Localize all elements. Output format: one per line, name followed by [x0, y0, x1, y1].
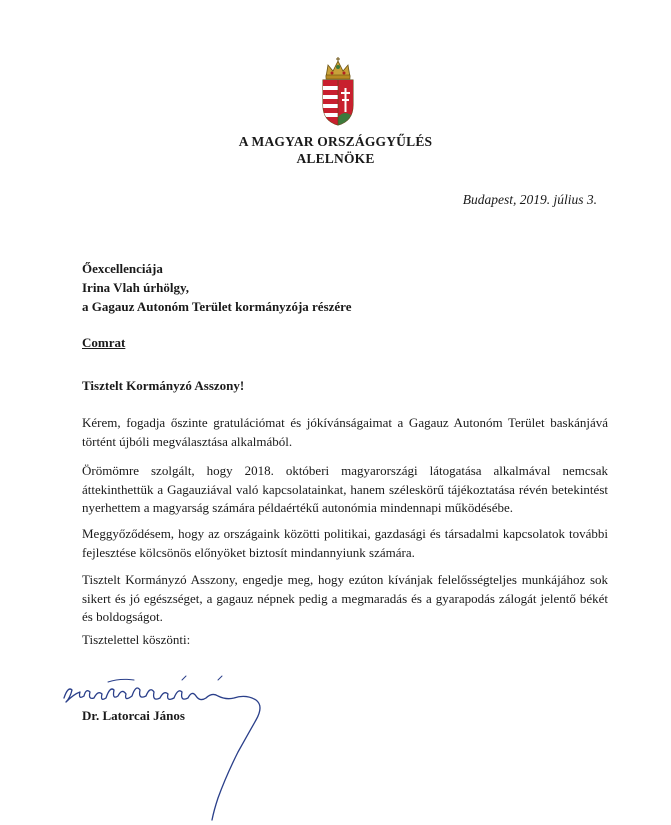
body-paragraph-3: Meggyőződésem, hogy az országaink közötti politikai, gazdasági és társadalmi kapcsolatok további fejlesztése kölcsönös előnyöket biztosít mindannyiunk számára.: [82, 526, 608, 560]
organization-title: ALELNÖKE: [296, 151, 375, 166]
body-paragraph-1: Kérem, fogadja őszinte gratulációmat és jókívánságaimat a Gagauz Autonóm Terület baskánjává történt újbóli megválasztása alkalmából.: [82, 415, 608, 449]
hungarian-coat-of-arms-icon: [318, 55, 358, 127]
signer-name: Dr. Latorcai János: [82, 708, 185, 723]
body-paragraph-2: Örömömre szolgált, hogy 2018. októberi magyarországi látogatása alkalmával nemcsak áttekinthettük a Gagauziával való kapcsolatainkat, hanem széleskörű tájékoztatása révén betekintést nyerhettem a magyarság számára példaértékű autonómia mindennapi működésébe.: [82, 463, 608, 515]
organization-name: A MAGYAR ORSZÁGGYŰLÉS: [238, 134, 433, 149]
salutation: Tisztelt Kormányzó Asszony!: [82, 378, 245, 393]
letter-date: Budapest, 2019. július 3.: [462, 192, 597, 207]
closing-phrase: Tisztelettel köszönti:: [82, 632, 191, 647]
recipient-title: a Gagauz Autonóm Terület kormányzója részére: [82, 299, 352, 314]
body-paragraph-4: Tisztelt Kormányzó Asszony, engedje meg, hogy ezúton kívánjak felelősségteljes munkájához sok sikert és jó egészséget, a gagauz népnek pedig a megmaradás és a gyarapodás zálogát jelentő békét és boldogságot.: [82, 572, 608, 624]
recipient-honorific: Őexcellenciája: [82, 261, 163, 276]
recipient-name: Irina Vlah úrhölgy,: [82, 280, 190, 295]
recipient-city: Comrat: [82, 335, 126, 350]
handwritten-signature: [50, 668, 280, 825]
